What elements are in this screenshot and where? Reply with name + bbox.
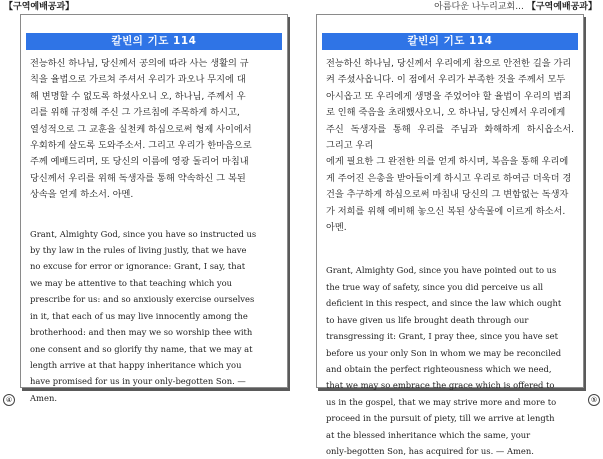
section-tag-right-label: 【구역예배공과】 <box>526 2 597 12</box>
section-tag-left: 【구역예배공과】 <box>4 2 75 12</box>
english-prayer-text: Grant, Almighty God, since you have pointed out to us the true way of safety, since you did perceive us all deficient in this respect, and since the law which ought to have given us life brought death through our transgressing it: Grant, I pray thee, since you have set before us your only Son in whom we may be reconciled and obtain the perfect righteousness which we need, that we may so embrace the grace which is offered to us in the gospel, that we may strive more and more to proceed in the pursuit of piety, till we arrive at length at the blessed inheritance which the same, your only-begotten Son, has acquired for us. — Amen. <box>326 265 562 456</box>
page-number-left: ④ <box>3 394 15 406</box>
prayer-title: 칼빈의 기도 114 <box>26 33 282 50</box>
page-number-right: ⑤ <box>588 394 600 406</box>
running-head: 아름다운 나누리교회... <box>434 2 524 12</box>
page-left <box>20 14 288 403</box>
korean-prayer-text: 전능하신 하나님, 당신께서 공의에 따라 사는 생활의 규 칙을 율법으로 가르쳐 주셔서 우리가 과오나 무지에 대 해 변명할 수 없도록 하셨사오니 오, 하나님, 주께서 우 리를 위해 규정해 주신 그 가르침에 주목하게 하시고, 열성적으로 그 교훈을 실천케 하심으로써 형제 사이에서 우회하게 살도록 도와주소서. 그리고 우리가 한마음으로 주께 예배드리며, 또 당신의 이름에 영광 돌리어 마침내 당신께서 우리를 위해 독생자를 통해 약속하신 그 복된 상속을 얻게 하소서. 아멘. <box>30 58 252 201</box>
english-prayer-text: Grant, Almighty God, since you have so instructed us by thy law in the rules of living justly, that we have no excuse for error or ignorance: Grant, I say, that we may be attentive to that teaching which you prescribe for us: and so anxiously exercise ourselves in it, that each of us may live innocently among the brotherhood: and then may we so worship thee with one consent and so glorify thy name, that we may at length arrive at that happy inheritance which you have promised for us in your only-begotten Son. — Amen. <box>30 228 257 403</box>
section-tag-right <box>434 2 597 13</box>
korean-prayer-text: 전능하신 하나님, 당신께서 우리에게 참으로 안전한 길을 가리 켜 주셨사옵니다. 이 점에서 우리가 부족한 것을 주께서 모두 아시옵고 또 우리에게 생명을 주었어야 할 율법이 우리의 범죄 로 인해 죽음을 초래했사오니, 오 하나님, 당신께서 우리에게 주신 독생자를 통해 우리를 주님과 화해하게 하시옵소서. 그리고 우리 에게 필요한 그 완전한 의를 얻게 하시며, 복음을 통해 우리에 게 주어진 은총을 받아들이게 하시고 우리로 하여금 더욱더 경 건을 추구하게 하심으로써 마침내 당신의 그 변함없는 독생자 가 저희를 위해 예비해 놓으신 복된 상속물에 이르게 하소서. 아멘. <box>326 58 574 234</box>
page-right <box>316 14 584 456</box>
prayer-title: 칼빈의 기도 114 <box>322 33 578 50</box>
